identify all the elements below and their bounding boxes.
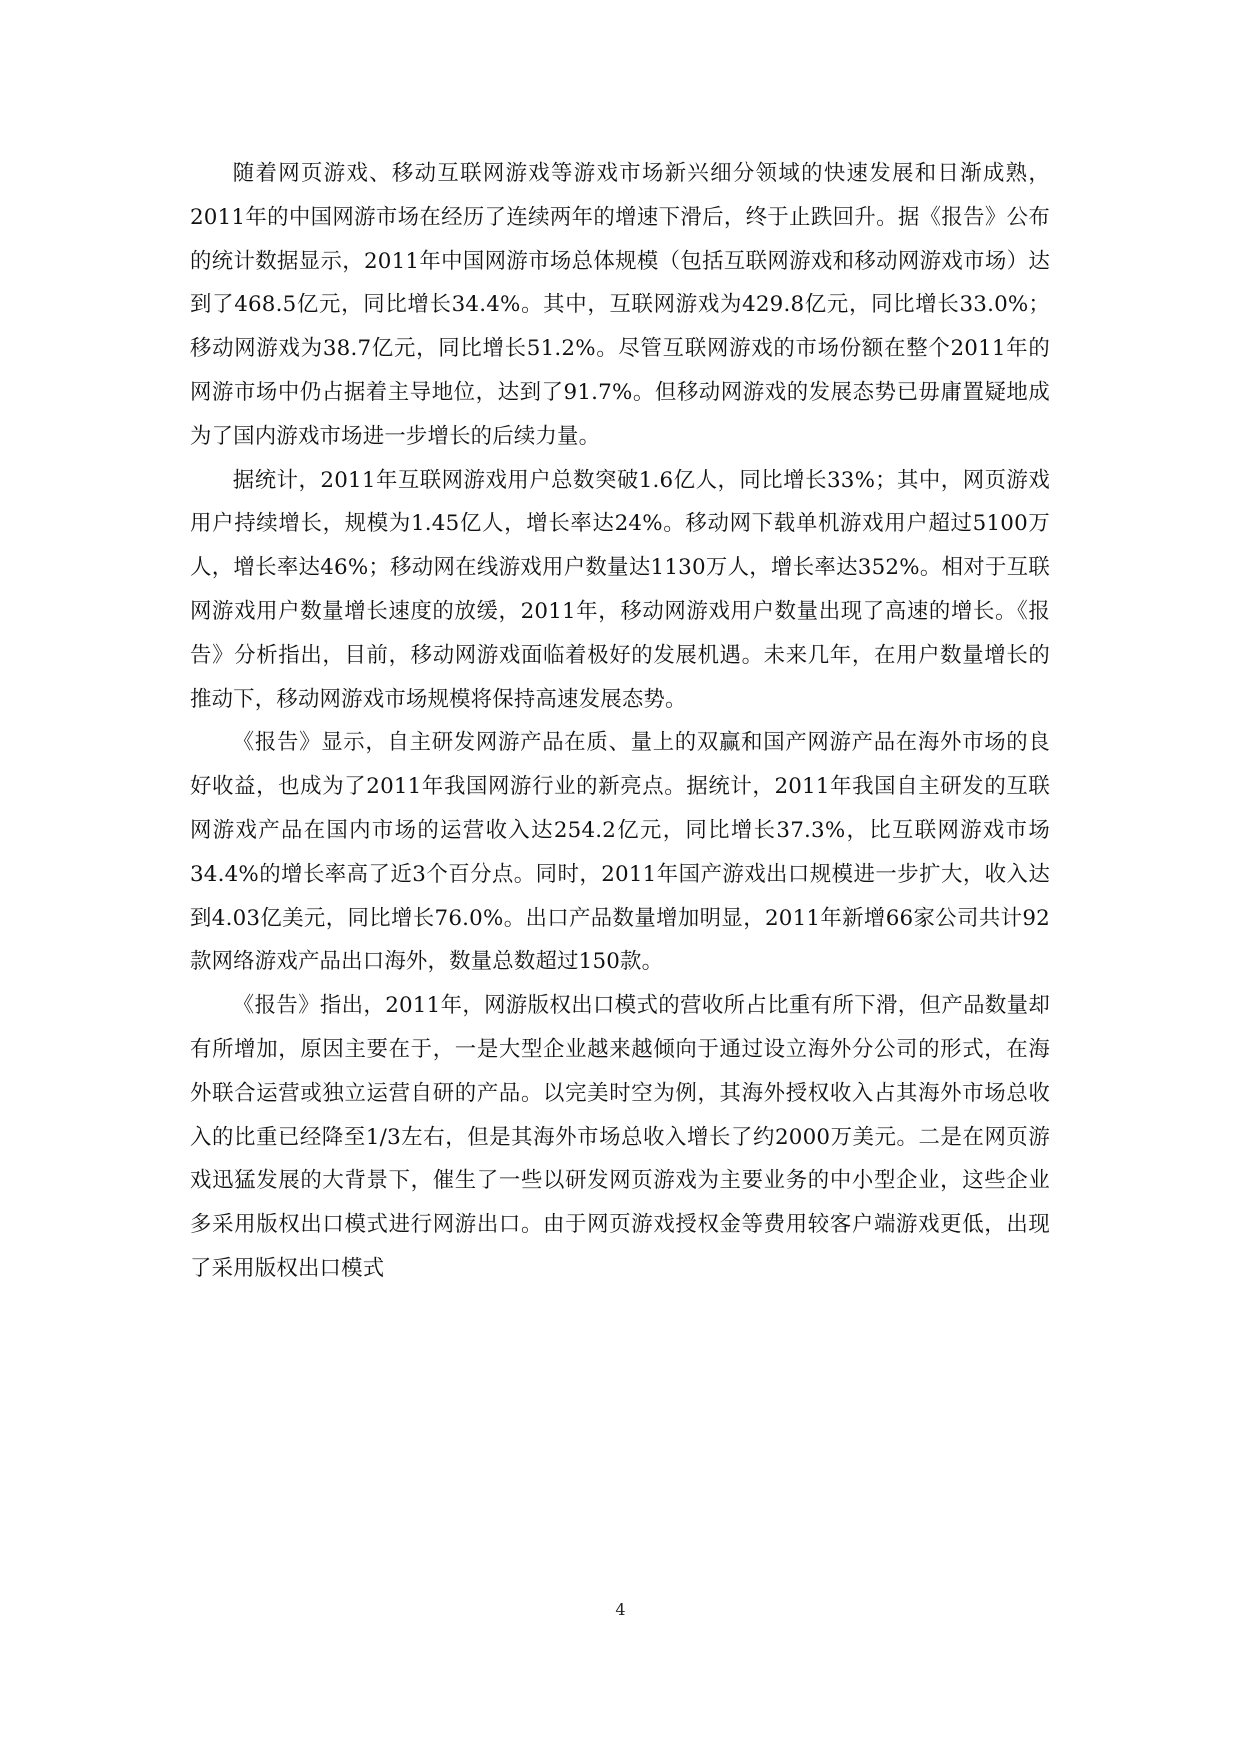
page-number: 4: [615, 1600, 626, 1619]
paragraph-user-statistics: 据统计，2011年互联网游戏用户总数突破1.6亿人，同比增长33%；其中，网页游戏用户持续增长，规模为1.45亿人，增长率达24%。移动网下载单机游戏用户超过5100万人，增长率达46%；移动网在线游戏用户数量达1130万人，增长率达352%。相对于互联网游戏用户数量增长速度的放缓，2011年，移动网游戏用户数量出现了高速的增长。《报告》分析指出，目前，移动网游戏面临着极好的发展机遇。未来几年，在用户数量增长的推动下，移动网游戏市场规模将保持高速发展态势。: [190, 467, 1050, 712]
paragraph-market-scale: 随着网页游戏、移动互联网游戏等游戏市场新兴细分领域的快速发展和日渐成熟，2011年的中国网游市场在经历了连续两年的增速下滑后，终于止跌回升。据《报告》公布的统计数据显示，2011年中国网游市场总体规模（包括互联网游戏和移动网游戏市场）达到了468.5亿元，同比增长34.4%。其中，互联网游戏为429.8亿元，同比增长33.0%；移动网游戏为38.7亿元，同比增长51.2%。尽管互联网游戏的市场份额在整个2011年的网游市场中仍占据着主导地位，达到了91.7%。但移动网游戏的发展态势已毋庸置疑地成为了国内游戏市场进一步增长的后续力量。: [190, 161, 1050, 449]
paragraph-domestic-export: 《报告》显示，自主研发网游产品在质、量上的双赢和国产网游产品在海外市场的良好收益，也成为了2011年我国网游行业的新亮点。据统计，2011年我国自主研发的互联网游戏产品在国内市场的运营收入达254.2亿元，同比增长37.3%，比互联网游戏市场34.4%的增长率高了近3个百分点。同时，2011年国产游戏出口规模进一步扩大，收入达到4.03亿美元，同比增长76.0%。出口产品数量增加明显，2011年新增66家公司共计92款网络游戏产品出口海外，数量总数超过150款。: [190, 730, 1050, 975]
paragraph-licensing-export: 《报告》指出，2011年，网游版权出口模式的营收所占比重有所下滑，但产品数量却有所增加，原因主要在于，一是大型企业越来越倾向于通过设立海外分公司的形式，在海外联合运营或独立运营自研的产品。以完美时空为例，其海外授权收入占其海外市场总收入的比重已经降至1/3左右，但是其海外市场总收入增长了约2000万美元。二是在网页游戏迅猛发展的大背景下，催生了一些以研发网页游戏为主要业务的中小型企业，这些企业多采用版权出口模式进行网游出口。由于网页游戏授权金等费用较客户端游戏更低，出现了采用版权出口模式: [190, 993, 1050, 1281]
body-text: [190, 152, 1050, 1291]
